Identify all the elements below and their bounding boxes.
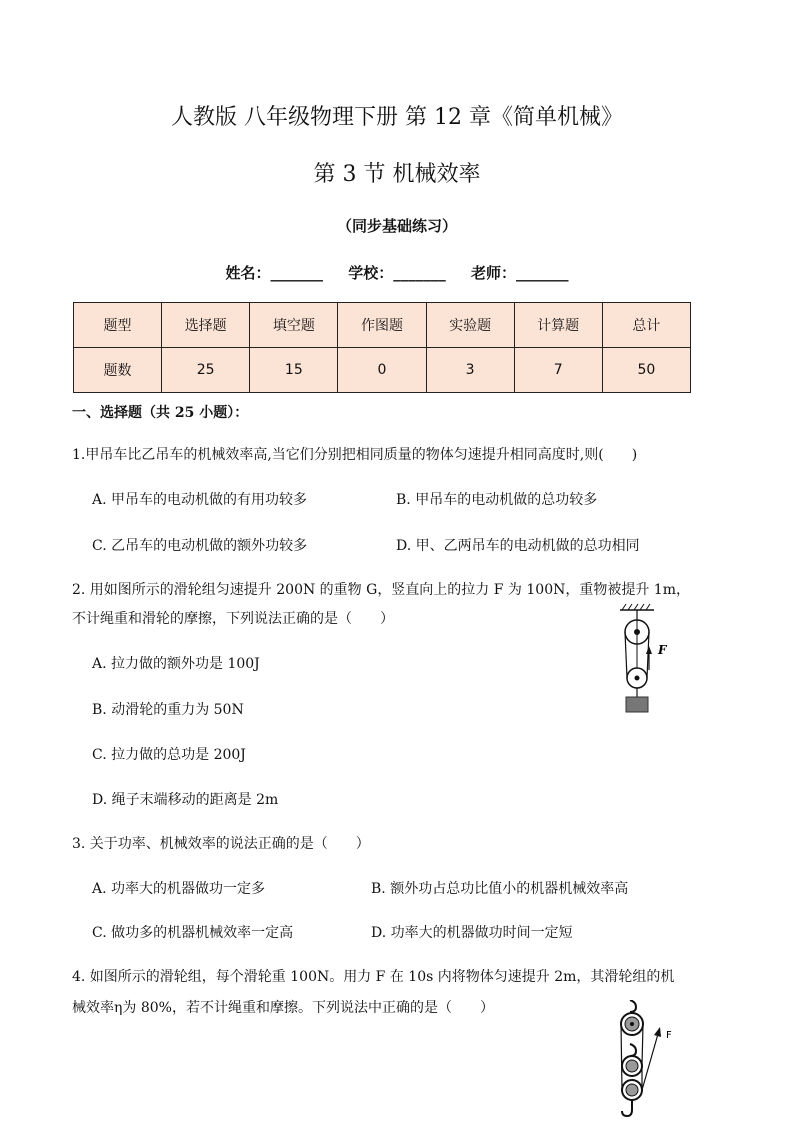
table-cell: 3 bbox=[426, 348, 514, 393]
question-3-option-b[interactable]: B. 额外功占总功比值小的机器机械效率高 bbox=[371, 881, 629, 897]
table-row bbox=[74, 348, 691, 393]
question-1-option-a[interactable]: A. 甲吊车的电动机做的有用功较多 bbox=[92, 492, 308, 508]
table-cell: 题数 bbox=[74, 348, 162, 393]
name-field[interactable]: 姓名：_______ bbox=[225, 264, 323, 282]
table-cell: 作图题 bbox=[338, 303, 426, 348]
force-label: F bbox=[666, 1030, 672, 1041]
table-cell: 总计 bbox=[602, 303, 690, 348]
question-2-option-c[interactable]: C. 拉力做的总功是 200J bbox=[92, 747, 246, 763]
table-cell: 0 bbox=[338, 348, 426, 393]
section-title: 第 3 节 机械效率 bbox=[313, 162, 481, 187]
table-cell: 计算题 bbox=[514, 303, 602, 348]
question-1-option-c[interactable]: C. 乙吊车的电动机做的额外功较多 bbox=[92, 538, 308, 554]
question-3-option-c[interactable]: C. 做功多的机器机械效率一定高 bbox=[92, 925, 294, 941]
question-stats-table bbox=[73, 302, 691, 393]
question-4-stem-line2: 械效率η为 80%，若不计绳重和摩擦。下列说法中正确的是（ ） bbox=[72, 1000, 494, 1016]
subtitle: （同步基础练习） bbox=[336, 217, 457, 235]
table-cell: 15 bbox=[250, 348, 338, 393]
question-2-stem-line1: 2. 用如图所示的滑轮组匀速提升 200N 的重物 G，竖直向上的拉力 F 为 100N，重物被提升 1m， bbox=[72, 582, 690, 598]
question-1-option-b[interactable]: B. 甲吊车的电动机做的总功较多 bbox=[396, 492, 598, 508]
table-cell: 选择题 bbox=[162, 303, 250, 348]
question-2-option-b[interactable]: B. 动滑轮的重力为 50N bbox=[92, 702, 244, 718]
table-cell: 25 bbox=[162, 348, 250, 393]
question-3-option-a[interactable]: A. 功率大的机器做功一定多 bbox=[92, 881, 266, 897]
table-cell: 题型 bbox=[74, 303, 162, 348]
document-title: 人教版 八年级物理下册 第 12 章《简单机械》 bbox=[171, 105, 623, 130]
question-1-stem: 1.甲吊车比乙吊车的机械效率高,当它们分别把相同质量的物体匀速提升相同高度时,则( ) bbox=[72, 447, 638, 463]
pulley-figure-q2 bbox=[612, 600, 682, 718]
question-3-stem: 3. 关于功率、机械效率的说法正确的是（ ） bbox=[72, 836, 370, 852]
question-2-option-d[interactable]: D. 绳子末端移动的距离是 2m bbox=[92, 792, 279, 808]
pulley-figure-q4 bbox=[602, 1000, 692, 1123]
student-info-line bbox=[0, 262, 794, 283]
section-heading: 一、选择题（共 25 小题）： bbox=[72, 405, 249, 421]
table-cell: 填空题 bbox=[250, 303, 338, 348]
table-header-row bbox=[74, 303, 691, 348]
teacher-field[interactable]: 老师：_______ bbox=[470, 264, 569, 282]
question-3-option-d[interactable]: D. 功率大的机器做功时间一定短 bbox=[371, 925, 573, 941]
question-2-option-a[interactable]: A. 拉力做的额外功是 100J bbox=[92, 656, 260, 672]
school-field[interactable]: 学校：_______ bbox=[348, 264, 446, 282]
table-cell: 7 bbox=[514, 348, 602, 393]
question-4-stem-line1: 4. 如图所示的滑轮组，每个滑轮重 100N。用力 F 在 10s 内将物体匀速提升 2m，其滑轮组的机 bbox=[72, 969, 675, 985]
table-cell: 50 bbox=[602, 348, 690, 393]
question-1-option-d[interactable]: D. 甲、乙两吊车的电动机做的总功相同 bbox=[396, 538, 640, 554]
question-2-stem-line2: 不计绳重和滑轮的摩擦，下列说法正确的是（ ） bbox=[72, 611, 394, 627]
table-cell: 实验题 bbox=[426, 303, 514, 348]
force-label: F bbox=[658, 643, 667, 657]
